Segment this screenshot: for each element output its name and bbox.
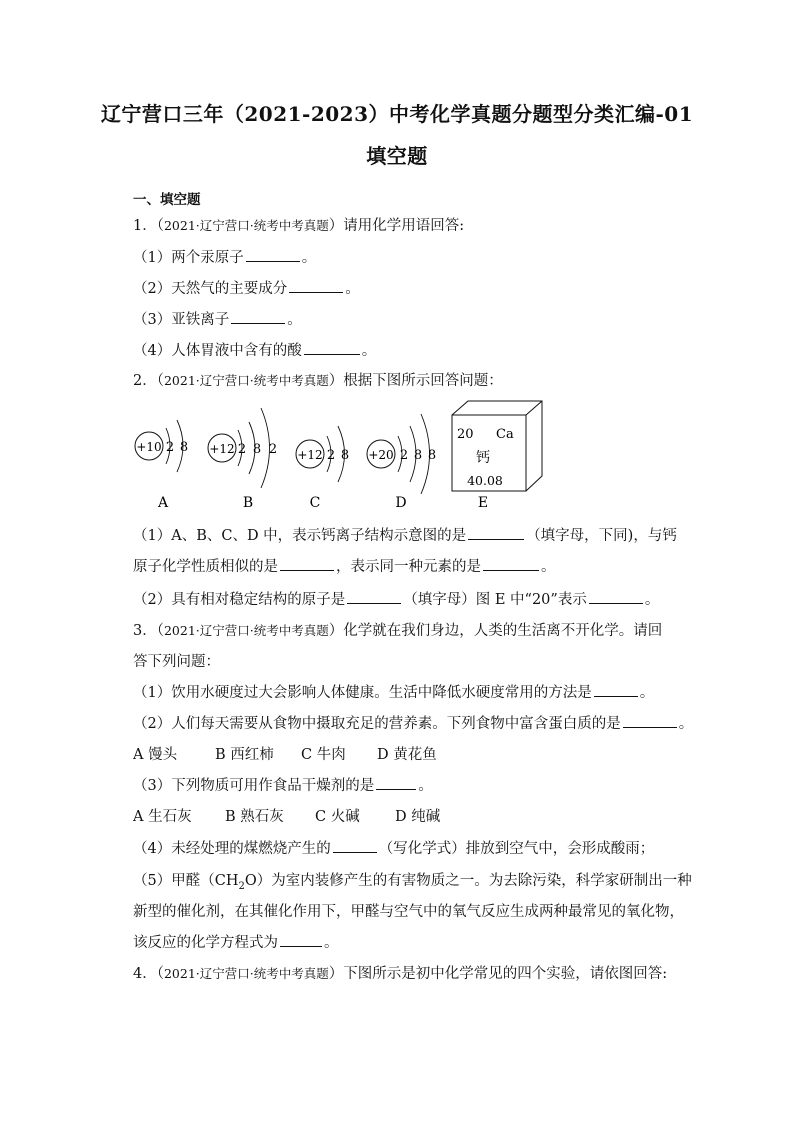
element-mass: 40.08 (467, 473, 503, 488)
element-symbol: Ca (496, 427, 514, 442)
q4-stem: 4．（2021·辽宁营口·统考中考真题）下图所示是初中化学常见的四个实验，请依图回答: (133, 966, 668, 982)
document-title-line1: 辽宁营口三年（2021-2023）中考化学真题分题型分类汇编-01 (100, 102, 694, 126)
svg-text:2: 2 (165, 440, 175, 455)
svg-text:+12: +12 (297, 448, 323, 462)
atom-diagram-b (208, 408, 277, 511)
section-heading: 一、填空题 (133, 192, 201, 208)
answer-blank[interactable] (594, 682, 638, 697)
svg-text:8: 8 (340, 448, 350, 463)
q3-part-5-line3: 该反应的化学方程式为 。 (133, 931, 339, 952)
answer-blank[interactable] (231, 309, 285, 324)
document-title-line2: 填空题 (366, 144, 428, 168)
option-b[interactable]: B 熟石灰 (225, 809, 284, 825)
q3-part-5-line1: （5）甲醛$(CH_2O)$为室内装修产生的有害物质之一。为去除污染，科学家研制出一种 (133, 873, 692, 892)
svg-text:8: 8 (427, 448, 437, 463)
atom-structure-figure (130, 398, 550, 516)
atom-diagram-a (135, 420, 188, 511)
option-b[interactable]: B 西红柿 (215, 747, 274, 763)
answer-blank[interactable] (589, 589, 643, 604)
q3-part-5-line2: 新型的催化剂，在其催化作用下，甲醛与空气中的氧气反应生成两种最常见的氧化物， (133, 904, 684, 920)
svg-text:8: 8 (413, 448, 423, 463)
answer-blank[interactable] (304, 340, 360, 355)
q3-part-3-options (133, 805, 440, 826)
answer-blank[interactable] (623, 713, 677, 728)
element-info-box (452, 401, 542, 511)
atom-diagram-d (367, 414, 436, 511)
answer-blank[interactable] (246, 247, 300, 262)
q1-source: 2021·辽宁营口·统考中考真题 (163, 218, 329, 233)
atom-diagram-c (296, 426, 349, 511)
answer-blank[interactable] (483, 556, 539, 571)
q3-part-2: （2）人们每天需要从食物中摄取充足的营养素。下列食物中富含蛋白质的是 。 (133, 712, 693, 733)
q3-source: 2021·辽宁营口·统考中考真题 (163, 623, 329, 638)
q2-stem: 2．（2021·辽宁营口·统考中考真题）根据下图所示回答问题： (133, 373, 503, 389)
q1-part-3: （3）亚铁离子 。 (133, 308, 302, 329)
q3-part-4: （4）未经处理的煤燃烧产生的 （写化学式）排放到空气中，会形成酸雨； (133, 837, 654, 858)
option-d[interactable]: D 纯碱 (395, 809, 441, 825)
answer-blank[interactable] (280, 556, 334, 571)
option-d[interactable]: D 黄花鱼 (377, 747, 437, 763)
svg-text:2: 2 (237, 442, 247, 457)
element-label-e: E (477, 495, 489, 511)
svg-text:2: 2 (399, 448, 409, 463)
option-a[interactable]: A 馒头 (133, 747, 178, 763)
svg-text:+20: +20 (368, 448, 394, 462)
q2-part-1-line1: （1）A、B、C、D 中，表示钙离子结构示意图的是 （填字母，下同)，与钙 (133, 524, 677, 545)
svg-text:+12: +12 (209, 442, 235, 456)
atom-label-b: B (242, 495, 254, 511)
q1-part-4: （4）人体胃液中含有的酸 。 (133, 339, 376, 360)
q2-part-2: （2）具有相对稳定结构的原子是 （填字母）图 E 中“20”表示 。 (133, 588, 659, 609)
answer-blank[interactable] (289, 278, 343, 293)
answer-blank[interactable] (333, 838, 377, 853)
q4-source: 2021·辽宁营口·统考中考真题 (163, 966, 329, 981)
option-a[interactable]: A 生石灰 (133, 809, 192, 825)
svg-text:8: 8 (252, 442, 262, 457)
q3-stem: 3．（2021·辽宁营口·统考中考真题）化学就在我们身边，人类的生活离不开化学。请回 (133, 623, 663, 639)
option-c[interactable]: C 牛肉 (301, 747, 346, 763)
element-number: 20 (457, 427, 474, 442)
q3-part-3: （3）下列物质可用作食品干燥剂的是 。 (133, 774, 433, 795)
q3-part-2-options (133, 743, 437, 764)
atom-label-c: C (309, 495, 321, 511)
answer-blank[interactable] (468, 525, 524, 540)
q2-part-1-line2: 原子化学性质相似的是 ，表示同一种元素的是 。 (133, 555, 556, 576)
q3-stem-line2: 答下列问题： (133, 654, 220, 670)
q3-part-1: （1）饮用水硬度过大会影响人体健康。生活中降低水硬度常用的方法是 。 (133, 681, 654, 702)
option-c[interactable]: C 火碱 (315, 809, 360, 825)
q1-stem: 1．（2021·辽宁营口·统考中考真题）请用化学用语回答: (133, 218, 465, 234)
svg-text:+10: +10 (136, 440, 162, 454)
element-name: 钙 (476, 450, 490, 466)
svg-text:2: 2 (326, 448, 336, 463)
svg-text:2: 2 (268, 442, 278, 457)
atom-label-d: D (395, 495, 407, 511)
answer-blank[interactable] (347, 589, 401, 604)
q1-part-1: （1）两个汞原子 。 (133, 246, 316, 267)
svg-text:8: 8 (179, 440, 189, 455)
q1-part-2: （2）天然气的主要成分 。 (133, 277, 360, 298)
answer-blank[interactable] (280, 932, 322, 947)
q2-source: 2021·辽宁营口·统考中考真题 (163, 373, 329, 388)
answer-blank[interactable] (376, 775, 416, 790)
atom-label-a: A (157, 495, 169, 511)
